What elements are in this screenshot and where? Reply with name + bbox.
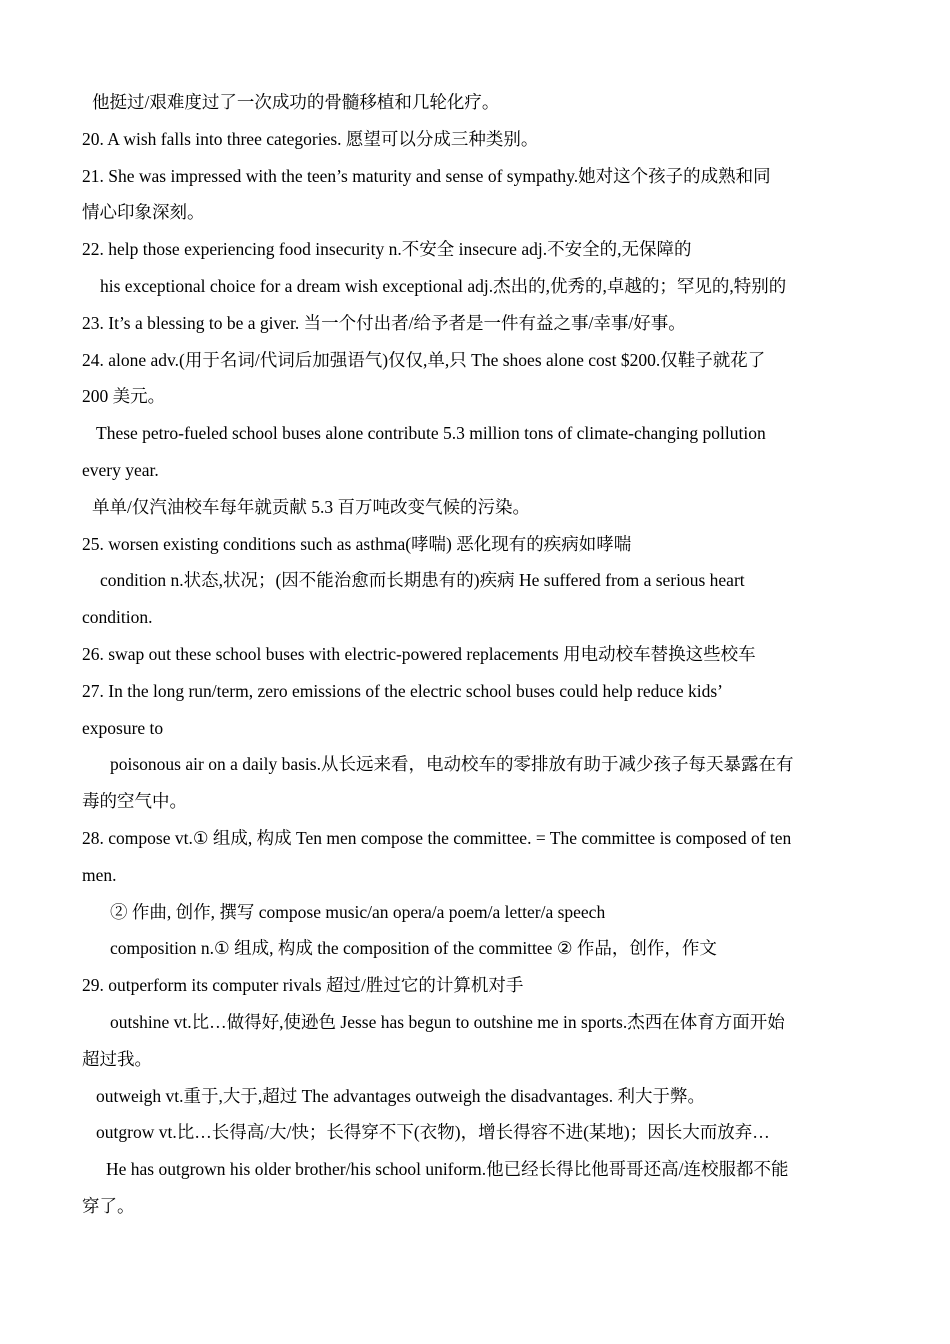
text-line: his exceptional choice for a dream wish exceptional adj.杰出的,优秀的,卓越的；罕见的,特别的 xyxy=(100,275,787,296)
text-line: men. xyxy=(82,864,117,885)
text-line: He has outgrown his older brother/his school uniform.他已经长得比他哥哥还高/连校服都不能 xyxy=(106,1159,789,1180)
text-line: 他挺过/艰难度过了一次成功的骨髓移植和几轮化疗。 xyxy=(92,92,500,112)
text-line: 29. outperform its computer rivals 超过/胜过它的计算机对手 xyxy=(82,975,524,996)
text-line: 情心印象深刻。 xyxy=(82,202,205,223)
text-line: poisonous air on a daily basis.从长远来看，电动校车的零排放有助于减少孩子每天暴露在有 xyxy=(110,754,794,775)
text-line: condition n.状态,状况；(因不能治愈而长期患有的)疾病 He suffered from a serious heart xyxy=(100,570,745,591)
text-line: exposure to xyxy=(82,717,164,738)
text-line: outshine vt.比…做得好,使逊色 Jesse has begun to outshine me in sports.杰西在体育方面开始 xyxy=(110,1011,785,1032)
text-line: 穿了。 xyxy=(82,1195,135,1216)
text-line: 28. compose vt.① 组成, 构成 Ten men compose the committee. = The committee is composed of ten xyxy=(82,827,792,848)
text-line: outgrow vt.比…长得高/大/快；长得穿不下(衣物)，增长得容不进(某地)；因长大而放弃… xyxy=(96,1122,770,1143)
text-line: ② 作曲, 创作, 撰写 compose music/an opera/a poem/a letter/a speech xyxy=(110,901,606,922)
text-line: These petro-fueled school buses alone contribute 5.3 million tons of climate-changing pollution xyxy=(96,423,766,444)
text-line: condition. xyxy=(82,607,153,628)
text-line: 超过我。 xyxy=(82,1048,152,1069)
text-line: 23. It’s a blessing to be a giver. 当一个付出者/给予者是一件有益之事/幸事/好事。 xyxy=(82,312,686,333)
text-line: composition n.① 组成, 构成 the composition of the committee ② 作品，创作，作文 xyxy=(110,938,717,959)
text-line: 单单/仅汽油校车每年就贡献 5.3 百万吨改变气候的污染。 xyxy=(92,496,530,517)
text-line: 20. A wish falls into three categories. 愿望可以分成三种类别。 xyxy=(82,128,539,149)
text-line: 26. swap out these school buses with electric-powered replacements 用电动校车替换这些校车 xyxy=(82,643,756,664)
text-line: 25. worsen existing conditions such as asthma(哮喘) 恶化现有的疾病如哮喘 xyxy=(82,533,632,554)
text-line: every year. xyxy=(82,459,159,480)
text-line: 200 美元。 xyxy=(82,386,166,407)
text-line: 27. In the long run/term, zero emissions of the electric school buses could help reduce kids’ xyxy=(82,680,724,701)
text-line: 毒的空气中。 xyxy=(82,791,187,812)
text-line: outweigh vt.重于,大于,超过 The advantages outweigh the disadvantages. 利大于弊。 xyxy=(96,1085,705,1106)
text-line: 22. help those experiencing food insecurity n.不安全 insecure adj.不安全的,无保障的 xyxy=(82,239,692,260)
text-line: 21. She was impressed with the teen’s maturity and sense of sympathy.她对这个孩子的成熟和同 xyxy=(82,165,771,186)
text-line: 24. alone adv.(用于名词/代词后加强语气)仅仅,单,只 The shoes alone cost $200.仅鞋子就花了 xyxy=(82,349,766,370)
